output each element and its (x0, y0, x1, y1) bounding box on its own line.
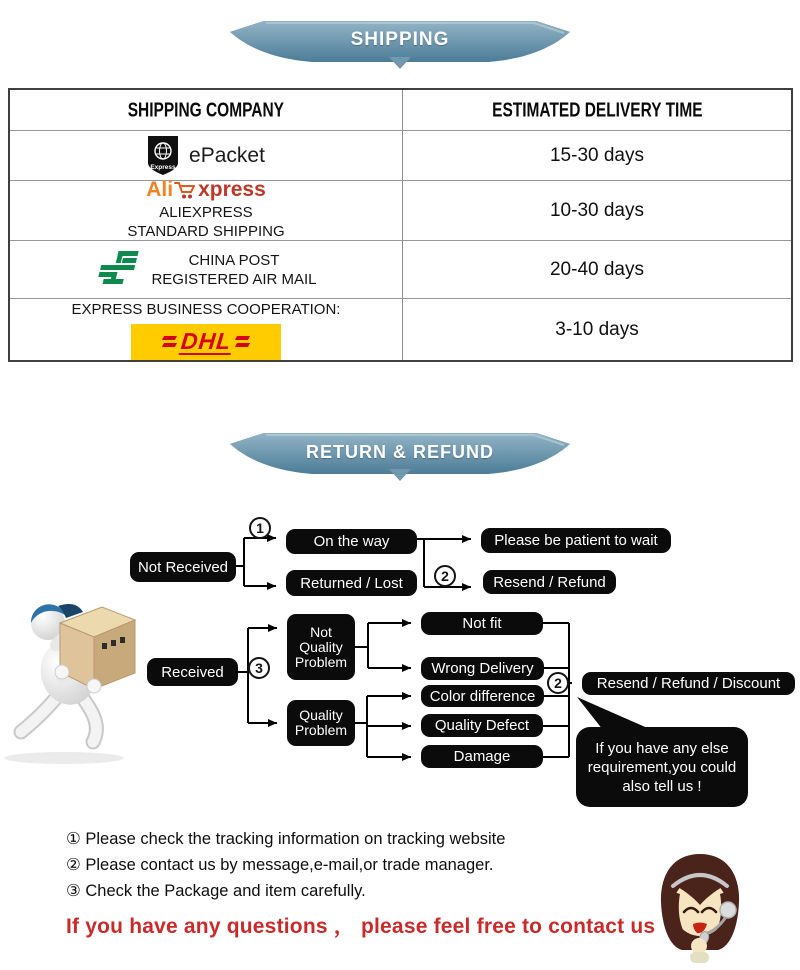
flow-box-not-quality-problem: Not Quality Problem (287, 614, 355, 680)
aliexpress-shipping-label: ALIEXPRESS STANDARD SHIPPING (127, 204, 285, 240)
step-marker-2b: 2 (547, 672, 569, 694)
step-marker-2: 2 (434, 565, 456, 587)
footnote-3: ③ Check the Package and item carefully. (66, 882, 366, 900)
epacket-label: ePacket (189, 143, 265, 167)
shipping-banner-title: SHIPPING (350, 29, 450, 50)
flow-box-color-difference: Color difference (421, 685, 544, 707)
table-row-chinapost-company (10, 240, 402, 298)
step-marker-3: 3 (248, 657, 270, 679)
step-marker-1: 1 (249, 517, 271, 539)
table-row-aliexpress-company (10, 180, 402, 240)
flow-box-on-the-way: On the way (286, 529, 417, 554)
footnote-1: ① Please check the tracking information on tracking website (66, 830, 506, 848)
flow-box-damage: Damage (421, 745, 543, 768)
table-cell-epacket-time: 15-30 days (402, 130, 791, 180)
footnote-2: ② Please contact us by message,e-mail,or trade manager. (66, 856, 494, 874)
chevron-down-icon (389, 57, 411, 69)
flow-box-quality-problem: Quality Problem (287, 700, 355, 746)
table-cell-chinapost-time: 20-40 days (402, 240, 791, 298)
customer-service-avatar (652, 850, 748, 965)
flow-box-returned-lost: Returned / Lost (286, 570, 417, 596)
delivery-mascot-icon (2, 585, 152, 785)
express-cooperation-label: EXPRESS BUSINESS COOPERATION: (71, 300, 341, 318)
column-header-company: SHIPPING COMPANY (127, 98, 285, 121)
chinapost-label: CHINA POST REGISTERED AIR MAIL (151, 251, 317, 288)
chevron-down-icon (389, 469, 411, 481)
svg-text:Express: Express (150, 163, 176, 171)
flow-box-not-received: Not Received (130, 552, 236, 582)
epacket-badge-icon (147, 136, 179, 176)
flow-box-not-fit: Not fit (421, 612, 543, 635)
aliexpress-logo: Ali xpress (146, 178, 266, 201)
flow-box-please-be-patient: Please be patient to wait (481, 528, 671, 553)
speech-bubble: If you have any else requirement,you could also tell us ! (576, 727, 748, 807)
table-row-dhl-company (10, 298, 402, 360)
speech-bubble-tail (577, 697, 652, 730)
return-refund-banner-title: RETURN & REFUND (306, 441, 494, 462)
flow-box-received: Received (147, 658, 238, 686)
table-row-epacket-company (10, 130, 402, 180)
table-cell-dhl-time: 3-10 days (402, 298, 791, 360)
contact-us-text: If you have any questions ， please feel free to contact us (66, 915, 656, 938)
flow-box-quality-defect: Quality Defect (421, 714, 543, 737)
flow-box-wrong-delivery: Wrong Delivery (421, 657, 544, 680)
china-post-logo-icon (95, 250, 141, 290)
shopping-cart-icon (174, 180, 197, 200)
dhl-logo: DHL (131, 324, 281, 360)
column-header-delivery-time: ESTIMATED DELIVERY TIME (402, 90, 791, 130)
flow-box-resend-refund: Resend / Refund (483, 570, 616, 594)
shipping-table (8, 88, 793, 362)
table-cell-aliexpress-time: 10-30 days (402, 180, 791, 240)
flowchart-footnotes (66, 826, 505, 904)
flow-box-resend-refund-discount: Resend / Refund / Discount (582, 672, 795, 695)
